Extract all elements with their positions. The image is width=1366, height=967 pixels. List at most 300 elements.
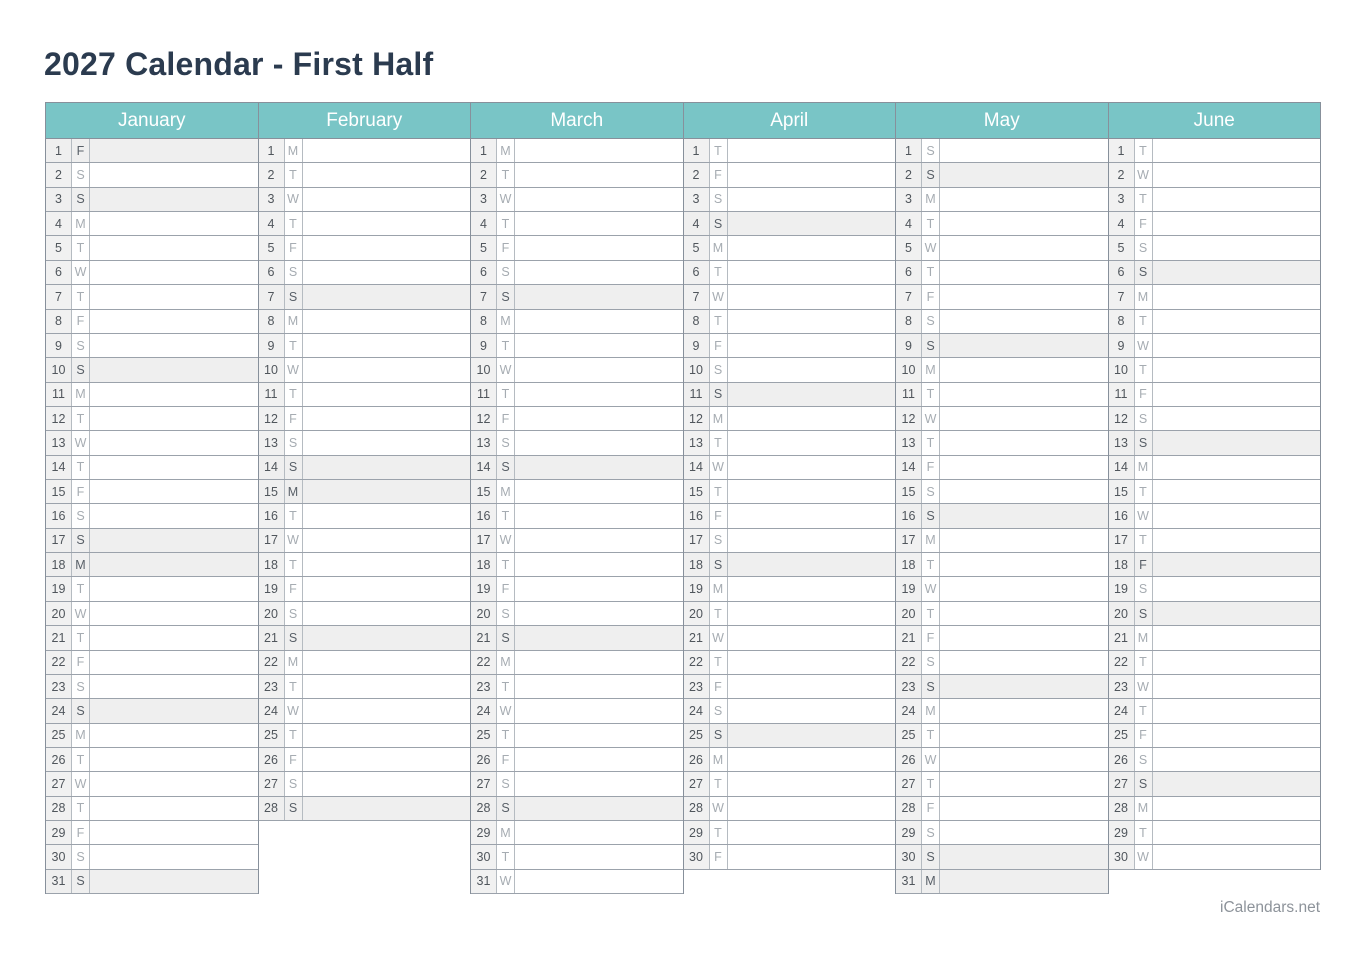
day-number: 9	[259, 334, 285, 357]
day-number: 9	[46, 334, 72, 357]
day-note-cell	[515, 261, 683, 284]
day-letter: T	[72, 236, 90, 259]
day-note-cell	[940, 334, 1108, 357]
day-row	[46, 383, 258, 407]
day-row	[896, 845, 1108, 869]
day-note-cell	[728, 577, 896, 600]
day-note-cell	[728, 529, 896, 552]
day-number: 30	[896, 845, 922, 868]
day-letter: M	[497, 139, 515, 162]
day-note-cell	[515, 139, 683, 162]
day-number: 24	[46, 699, 72, 722]
day-row	[896, 480, 1108, 504]
day-row	[684, 577, 896, 601]
day-row	[1109, 626, 1321, 650]
day-note-cell	[515, 188, 683, 211]
day-letter: S	[497, 261, 515, 284]
day-letter: M	[710, 236, 728, 259]
day-row	[46, 431, 258, 455]
day-number: 26	[1109, 748, 1135, 771]
day-row	[259, 212, 471, 236]
day-number: 24	[684, 699, 710, 722]
day-note-cell	[728, 651, 896, 674]
day-letter: F	[285, 236, 303, 259]
day-note-cell	[303, 602, 471, 625]
day-letter: T	[1135, 188, 1153, 211]
day-note-cell	[728, 797, 896, 820]
day-note-cell	[90, 188, 258, 211]
day-note-cell	[1153, 261, 1321, 284]
day-number: 21	[896, 626, 922, 649]
day-note-cell	[515, 431, 683, 454]
day-number: 17	[1109, 529, 1135, 552]
day-note-cell	[1153, 504, 1321, 527]
day-note-cell	[515, 480, 683, 503]
day-letter: T	[710, 261, 728, 284]
day-row	[259, 602, 471, 626]
day-number: 6	[684, 261, 710, 284]
day-letter: M	[285, 651, 303, 674]
day-number: 26	[471, 748, 497, 771]
day-number: 22	[259, 651, 285, 674]
day-row	[471, 139, 683, 163]
day-number: 21	[471, 626, 497, 649]
day-note-cell	[90, 236, 258, 259]
day-letter: S	[285, 602, 303, 625]
day-letter: W	[497, 699, 515, 722]
day-letter: F	[1135, 212, 1153, 235]
day-letter: F	[922, 456, 940, 479]
day-note-cell	[940, 310, 1108, 333]
day-note-cell	[515, 651, 683, 674]
day-number: 31	[896, 870, 922, 893]
day-letter: T	[285, 212, 303, 235]
day-note-cell	[515, 407, 683, 430]
day-row	[896, 626, 1108, 650]
day-row	[471, 163, 683, 187]
day-letter: F	[922, 285, 940, 308]
day-row	[684, 553, 896, 577]
day-note-cell	[90, 163, 258, 186]
day-letter: S	[285, 261, 303, 284]
day-number: 10	[684, 358, 710, 381]
day-number: 23	[896, 675, 922, 698]
day-note-cell	[728, 163, 896, 186]
day-letter: F	[922, 797, 940, 820]
day-note-cell	[90, 504, 258, 527]
day-note-cell	[90, 797, 258, 820]
day-number: 2	[46, 163, 72, 186]
day-note-cell	[728, 602, 896, 625]
day-letter: M	[922, 870, 940, 893]
day-note-cell	[90, 821, 258, 844]
day-number: 13	[471, 431, 497, 454]
day-number: 19	[684, 577, 710, 600]
day-row	[471, 431, 683, 455]
day-note-cell	[90, 261, 258, 284]
day-letter: F	[497, 236, 515, 259]
day-number: 9	[471, 334, 497, 357]
day-row	[259, 553, 471, 577]
day-number: 5	[684, 236, 710, 259]
day-note-cell	[940, 651, 1108, 674]
day-row	[896, 236, 1108, 260]
day-letter: M	[710, 577, 728, 600]
day-letter: M	[497, 310, 515, 333]
day-row	[259, 383, 471, 407]
day-note-cell	[90, 675, 258, 698]
day-row	[684, 675, 896, 699]
month-header: March	[471, 102, 683, 139]
day-note-cell	[515, 675, 683, 698]
day-note-cell	[1153, 797, 1321, 820]
day-number: 8	[471, 310, 497, 333]
day-note-cell	[90, 456, 258, 479]
day-number: 27	[259, 772, 285, 795]
day-note-cell	[728, 236, 896, 259]
day-note-cell	[515, 772, 683, 795]
day-note-cell	[303, 504, 471, 527]
day-note-cell	[90, 626, 258, 649]
day-row	[259, 431, 471, 455]
day-letter: M	[710, 748, 728, 771]
day-note-cell	[940, 163, 1108, 186]
day-row	[1109, 310, 1321, 334]
day-note-cell	[90, 602, 258, 625]
day-letter: T	[72, 626, 90, 649]
day-letter: T	[922, 431, 940, 454]
day-row	[684, 212, 896, 236]
day-number: 22	[896, 651, 922, 674]
day-number: 30	[471, 845, 497, 868]
day-number: 25	[1109, 724, 1135, 747]
day-note-cell	[940, 358, 1108, 381]
day-number: 12	[1109, 407, 1135, 430]
day-letter: M	[1135, 797, 1153, 820]
day-number: 24	[471, 699, 497, 722]
day-note-cell	[515, 797, 683, 820]
month-header: January	[46, 102, 258, 139]
day-note-cell	[90, 407, 258, 430]
day-row	[896, 261, 1108, 285]
day-row	[46, 577, 258, 601]
day-row	[1109, 772, 1321, 796]
day-row	[1109, 675, 1321, 699]
day-row	[46, 139, 258, 163]
day-number: 2	[1109, 163, 1135, 186]
day-note-cell	[90, 748, 258, 771]
day-row	[46, 261, 258, 285]
day-letter: W	[710, 456, 728, 479]
day-letter: S	[1135, 772, 1153, 795]
day-number: 16	[1109, 504, 1135, 527]
day-note-cell	[90, 577, 258, 600]
day-row	[1109, 529, 1321, 553]
day-letter: S	[922, 139, 940, 162]
day-number: 9	[684, 334, 710, 357]
day-row	[896, 675, 1108, 699]
day-number: 22	[471, 651, 497, 674]
day-note-cell	[1153, 188, 1321, 211]
day-row	[46, 163, 258, 187]
day-row	[1109, 431, 1321, 455]
day-note-cell	[515, 626, 683, 649]
day-row	[46, 797, 258, 821]
day-note-cell	[728, 480, 896, 503]
day-letter: W	[285, 699, 303, 722]
day-note-cell	[90, 529, 258, 552]
day-letter: S	[922, 163, 940, 186]
day-row	[896, 797, 1108, 821]
day-number: 10	[896, 358, 922, 381]
day-row	[1109, 285, 1321, 309]
day-row	[46, 456, 258, 480]
day-letter: S	[922, 845, 940, 868]
day-letter: M	[72, 212, 90, 235]
day-number: 20	[471, 602, 497, 625]
day-row	[896, 821, 1108, 845]
day-note-cell	[1153, 699, 1321, 722]
day-row	[46, 651, 258, 675]
day-row	[684, 529, 896, 553]
day-letter: T	[72, 285, 90, 308]
day-note-cell	[515, 334, 683, 357]
day-number: 3	[684, 188, 710, 211]
day-letter: W	[285, 529, 303, 552]
day-note-cell	[515, 504, 683, 527]
day-letter: S	[497, 626, 515, 649]
day-note-cell	[940, 845, 1108, 868]
day-number: 3	[471, 188, 497, 211]
day-letter: F	[1135, 383, 1153, 406]
day-letter: W	[710, 626, 728, 649]
day-number: 16	[46, 504, 72, 527]
day-letter: M	[285, 480, 303, 503]
page-title: 2027 Calendar - First Half	[44, 46, 434, 82]
day-letter: M	[1135, 285, 1153, 308]
day-row	[471, 577, 683, 601]
day-letter: T	[922, 553, 940, 576]
day-letter: T	[497, 212, 515, 235]
day-number: 26	[684, 748, 710, 771]
day-number: 3	[896, 188, 922, 211]
day-number: 15	[1109, 480, 1135, 503]
month-header: April	[684, 102, 896, 139]
day-number: 15	[896, 480, 922, 503]
day-row	[1109, 480, 1321, 504]
day-note-cell	[728, 626, 896, 649]
month-header: May	[896, 102, 1108, 139]
day-row	[1109, 821, 1321, 845]
day-note-cell	[1153, 456, 1321, 479]
day-letter: S	[922, 334, 940, 357]
day-letter: F	[710, 334, 728, 357]
day-row	[471, 626, 683, 650]
day-note-cell	[728, 212, 896, 235]
day-number: 23	[259, 675, 285, 698]
day-row	[471, 212, 683, 236]
day-note-cell	[940, 383, 1108, 406]
day-letter: S	[710, 724, 728, 747]
day-number: 5	[259, 236, 285, 259]
day-row	[896, 334, 1108, 358]
day-note-cell	[1153, 748, 1321, 771]
day-number: 14	[259, 456, 285, 479]
day-letter: S	[285, 626, 303, 649]
day-letter: T	[72, 797, 90, 820]
day-letter: T	[72, 456, 90, 479]
day-number: 27	[684, 772, 710, 795]
day-letter: F	[72, 821, 90, 844]
day-number: 20	[1109, 602, 1135, 625]
day-number: 13	[684, 431, 710, 454]
day-number: 7	[896, 285, 922, 308]
day-letter: T	[285, 504, 303, 527]
day-note-cell	[1153, 772, 1321, 795]
day-letter: T	[922, 383, 940, 406]
day-note-cell	[90, 724, 258, 747]
day-row	[259, 188, 471, 212]
day-note-cell	[1153, 553, 1321, 576]
day-letter: S	[710, 553, 728, 576]
day-row	[896, 504, 1108, 528]
day-number: 21	[1109, 626, 1135, 649]
day-row	[259, 724, 471, 748]
day-letter: W	[710, 797, 728, 820]
day-letter: S	[710, 529, 728, 552]
day-note-cell	[90, 480, 258, 503]
day-note-cell	[303, 383, 471, 406]
day-number: 2	[896, 163, 922, 186]
day-row	[684, 699, 896, 723]
day-row	[684, 334, 896, 358]
day-note-cell	[90, 845, 258, 868]
day-letter: W	[497, 188, 515, 211]
day-letter: M	[285, 139, 303, 162]
day-row	[46, 724, 258, 748]
day-note-cell	[303, 310, 471, 333]
day-note-cell	[1153, 724, 1321, 747]
day-number: 1	[896, 139, 922, 162]
month-column-may	[895, 102, 1109, 894]
day-row	[46, 407, 258, 431]
day-letter: T	[710, 821, 728, 844]
day-note-cell	[940, 480, 1108, 503]
day-note-cell	[1153, 163, 1321, 186]
day-row	[46, 529, 258, 553]
day-note-cell	[728, 845, 896, 868]
day-note-cell	[940, 261, 1108, 284]
day-letter: T	[285, 675, 303, 698]
month-header: June	[1109, 102, 1321, 139]
day-note-cell	[940, 724, 1108, 747]
day-note-cell	[940, 602, 1108, 625]
day-number: 24	[259, 699, 285, 722]
day-row	[1109, 651, 1321, 675]
day-number: 23	[684, 675, 710, 698]
day-number: 13	[46, 431, 72, 454]
day-letter: F	[710, 675, 728, 698]
day-letter: T	[710, 431, 728, 454]
day-row	[46, 358, 258, 382]
day-number: 20	[46, 602, 72, 625]
day-row	[259, 529, 471, 553]
day-row	[471, 188, 683, 212]
day-letter: S	[497, 602, 515, 625]
day-row	[471, 870, 683, 894]
day-note-cell	[1153, 383, 1321, 406]
day-letter: T	[497, 163, 515, 186]
day-note-cell	[728, 310, 896, 333]
day-row	[46, 699, 258, 723]
day-note-cell	[515, 358, 683, 381]
day-number: 15	[471, 480, 497, 503]
day-letter: W	[1135, 334, 1153, 357]
footer-brand: iCalendars.net	[1220, 899, 1320, 916]
day-note-cell	[1153, 602, 1321, 625]
day-note-cell	[303, 212, 471, 235]
day-number: 28	[1109, 797, 1135, 820]
day-note-cell	[940, 797, 1108, 820]
day-note-cell	[1153, 529, 1321, 552]
day-letter: F	[285, 748, 303, 771]
day-row	[684, 431, 896, 455]
day-letter: F	[710, 504, 728, 527]
day-letter: T	[497, 504, 515, 527]
day-row	[471, 797, 683, 821]
day-letter: S	[1135, 602, 1153, 625]
day-letter: S	[72, 163, 90, 186]
day-note-cell	[940, 504, 1108, 527]
day-number: 12	[46, 407, 72, 430]
day-number: 25	[471, 724, 497, 747]
day-note-cell	[728, 358, 896, 381]
day-letter: S	[922, 480, 940, 503]
day-number: 18	[896, 553, 922, 576]
day-number: 15	[684, 480, 710, 503]
day-row	[259, 651, 471, 675]
day-letter: S	[285, 456, 303, 479]
day-note-cell	[303, 480, 471, 503]
day-number: 4	[46, 212, 72, 235]
day-letter: S	[72, 358, 90, 381]
day-letter: S	[72, 334, 90, 357]
day-letter: F	[710, 845, 728, 868]
day-note-cell	[728, 407, 896, 430]
day-letter: S	[285, 431, 303, 454]
day-number: 18	[471, 553, 497, 576]
day-note-cell	[940, 699, 1108, 722]
day-note-cell	[303, 358, 471, 381]
day-number: 19	[259, 577, 285, 600]
day-row	[46, 553, 258, 577]
day-number: 30	[46, 845, 72, 868]
day-row	[896, 163, 1108, 187]
day-number: 20	[259, 602, 285, 625]
day-row	[46, 310, 258, 334]
day-row	[46, 748, 258, 772]
day-number: 20	[896, 602, 922, 625]
day-number: 27	[46, 772, 72, 795]
day-number: 18	[46, 553, 72, 576]
day-letter: M	[72, 553, 90, 576]
day-letter: S	[710, 699, 728, 722]
day-number: 16	[259, 504, 285, 527]
day-row	[684, 651, 896, 675]
day-number: 11	[259, 383, 285, 406]
day-letter: W	[285, 188, 303, 211]
day-letter: F	[497, 748, 515, 771]
